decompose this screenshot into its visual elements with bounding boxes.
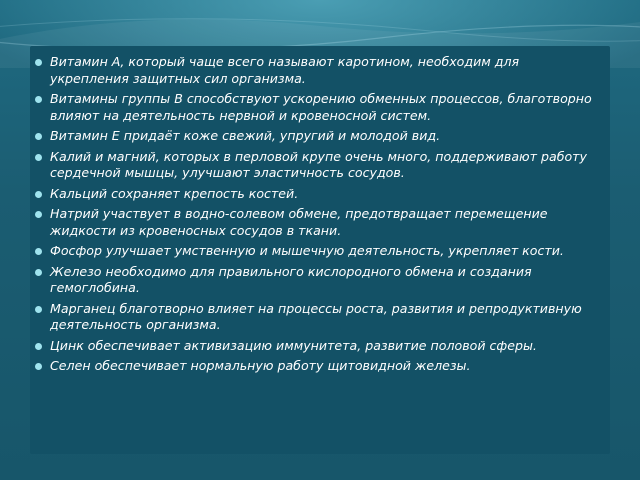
bullet-icon — [35, 248, 42, 255]
bullet-icon — [35, 59, 42, 66]
list-item — [35, 128, 600, 145]
list-item-text: Марганец благотворно влияет на процессы роста, развития и репродуктивную деятельность организма. — [50, 300, 582, 332]
list-item-text: Калий и магний, которых в перловой крупе очень много, поддерживают работу сердечной мышцы, улучшают эластичность сосудов. — [50, 148, 587, 180]
list-item — [35, 149, 600, 182]
bullet-icon — [35, 343, 42, 350]
list-item — [35, 338, 600, 355]
bullet-icon — [35, 133, 42, 140]
list-item — [35, 358, 600, 375]
list-item-text: Железо необходимо для правильного кислородного обмена и создания гемоглобина. — [50, 263, 532, 295]
bullet-icon — [35, 96, 42, 103]
bullet-icon — [35, 306, 42, 313]
list-item — [35, 186, 600, 203]
bullet-icon — [35, 154, 42, 161]
list-item-text: Натрий участвует в водно-солевом обмене, предотвращает перемещение жидкости из кровеносных сосудов в ткани. — [50, 206, 548, 238]
list-item-text: Витамин Е придаёт коже свежий, упругий и молодой вид. — [50, 128, 441, 143]
bullet-icon — [35, 269, 42, 276]
list-item-text: Селен обеспечивает нормальную работу щитовидной железы. — [50, 358, 471, 373]
list-item — [35, 206, 600, 239]
bullet-icon — [35, 191, 42, 198]
list-item-text: Витамин А, который чаще всего называют каротином, необходим для укрепления защитных сил организма. — [50, 54, 520, 86]
list-item-text: Витамины группы В способствуют ускорению обменных процессов, благотворно влияют на деятельность нервной и кровеносной систем. — [50, 91, 592, 123]
bullet-list — [35, 54, 600, 379]
bullet-icon — [35, 211, 42, 218]
list-item — [35, 264, 600, 297]
list-item-text: Фосфор улучшает умственную и мышечную деятельность, укрепляет кости. — [50, 243, 564, 258]
bullet-icon — [35, 363, 42, 370]
list-item — [35, 301, 600, 334]
list-item-text: Кальций сохраняет крепость костей. — [50, 185, 299, 201]
list-item-text: Цинк обеспечивает активизацию иммунитета, развитие половой сферы. — [50, 337, 537, 353]
list-item — [35, 54, 600, 87]
list-item — [35, 243, 600, 260]
list-item — [35, 91, 600, 124]
